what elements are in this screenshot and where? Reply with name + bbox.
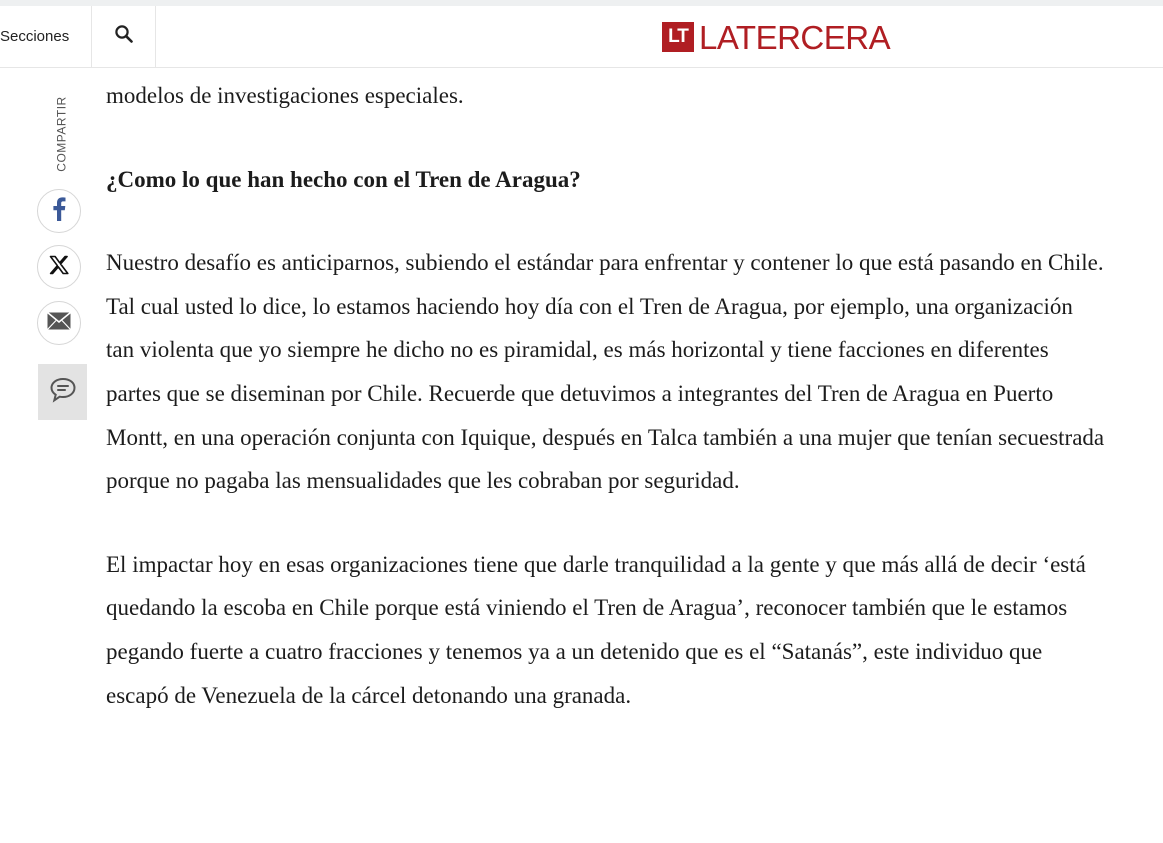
comment-icon <box>49 377 77 408</box>
share-label: COMPARTIR <box>55 96 69 172</box>
article-body <box>106 74 1106 757</box>
email-share-button[interactable] <box>37 301 81 345</box>
search-icon <box>114 24 134 49</box>
article-paragraph: El impactar hoy en esas organizaciones tiene que darle tranquilidad a la gente y que más allá de decir ‘está quedando la escoba en Chile porque está viniendo el Tren de Aragua’, reconocer también que le estamos pegando fuerte a cuatro fracciones y tenemos ya a un detenido que es el “Satanás”, este individuo que escapó de Venezuela de la cárcel detonando una granada. <box>106 551 1086 708</box>
logo-mark: LT <box>662 22 694 52</box>
comments-button[interactable] <box>38 364 87 420</box>
facebook-icon <box>52 197 66 226</box>
article-paragraph: Nuestro desafío es anticiparnos, subiendo el estándar para enfrentar y contener lo que está pasando en Chile. Tal cual usted lo dice, lo estamos haciendo hoy día con el Tren de Aragua, por ejemplo, una organización tan violenta que yo siempre he dicho no es piramidal, es más horizontal y tiene facciones en diferentes partes que se diseminan por Chile. Recuerde que detuvimos a integrantes del Tren de Aragua en Puerto Montt, en una operación conjunta con Iquique, después en Talca también a una mujer que tenían secuestrada porque no pagaba las mensualidades que les cobraban por seguridad. <box>106 250 1105 494</box>
sections-menu-button[interactable] <box>0 6 92 67</box>
sections-label: Secciones <box>0 28 70 45</box>
article-paragraph: modelos de investigaciones especiales. <box>106 83 464 108</box>
search-button[interactable] <box>92 6 156 67</box>
logo-text: LATERCERA <box>699 18 891 56</box>
site-header <box>0 6 1163 68</box>
email-icon <box>47 312 71 335</box>
site-logo[interactable] <box>662 20 890 54</box>
x-icon <box>49 255 69 280</box>
x-share-button[interactable] <box>37 245 81 289</box>
facebook-share-button[interactable] <box>37 189 81 233</box>
interview-question: ¿Como lo que han hecho con el Tren de Aragua? <box>106 166 581 192</box>
